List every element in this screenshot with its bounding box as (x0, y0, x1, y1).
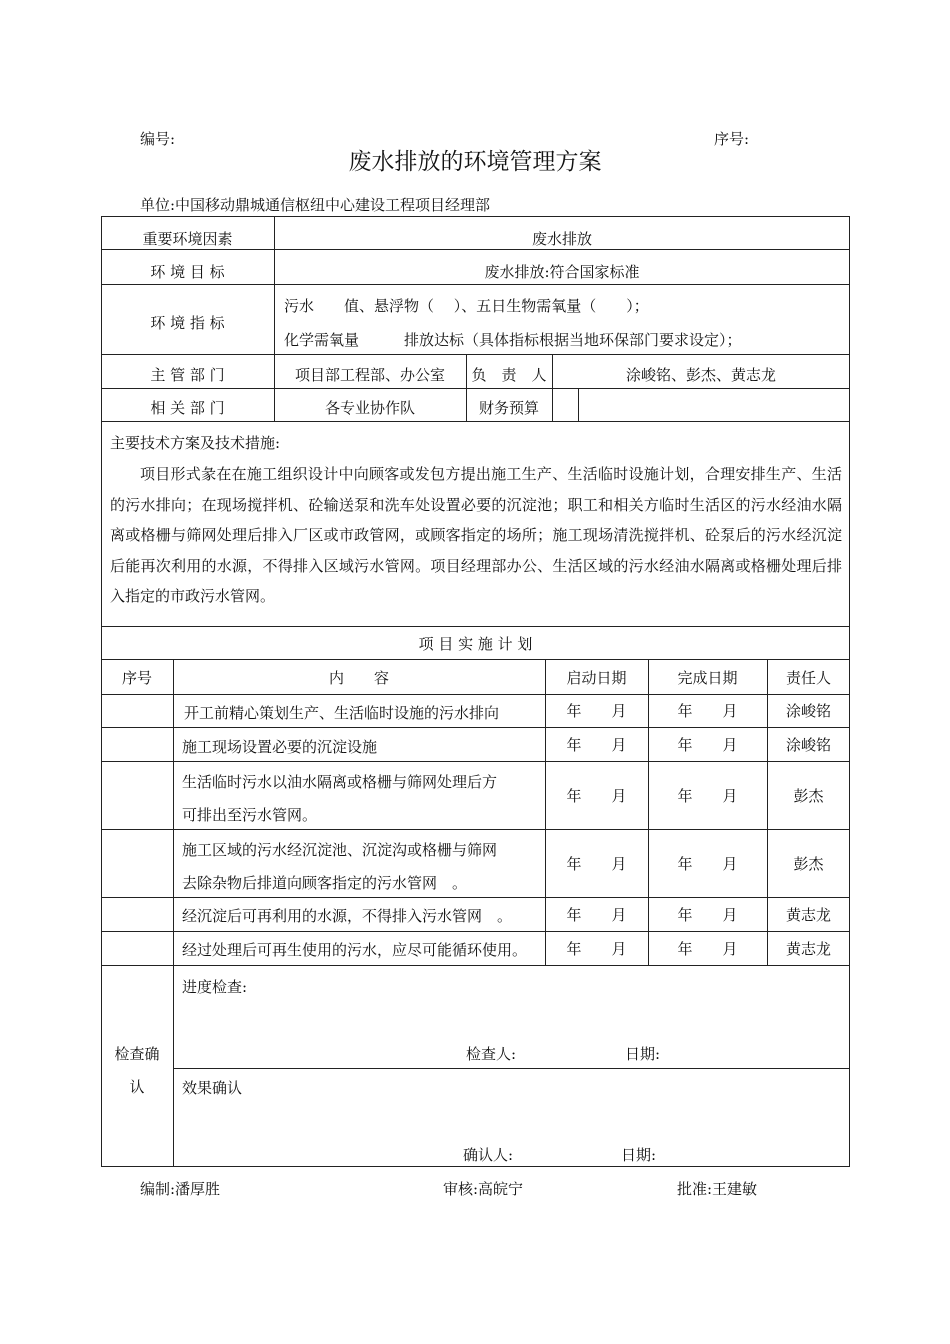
factor-label: 重要环境因素 (142, 230, 233, 248)
row-divider (101, 931, 850, 932)
row-divider (101, 284, 850, 285)
reviewer-line: 审核:高皖宁 (443, 1180, 524, 1198)
row-divider (101, 965, 850, 966)
progress-check-label: 进度检查: (182, 978, 248, 996)
row-divider (101, 421, 850, 422)
row-end-date: 年 月 (677, 736, 738, 754)
related-dept-value: 各专业协作队 (324, 399, 415, 417)
row-start-date: 年 月 (566, 736, 627, 754)
dept-label: 主 管 部 门 (150, 366, 225, 384)
row-end-date: 年 月 (677, 702, 738, 720)
dept-value: 项目部工程部、办公室 (294, 366, 445, 384)
check-divider (173, 1068, 850, 1069)
check-label-line2: 认 (129, 1078, 145, 1096)
goal-value: 废水排放:符合国家标准 (484, 263, 640, 281)
col-header-person: 责任人 (785, 669, 831, 687)
row-person: 黄志龙 (785, 906, 831, 924)
row-person: 涂峻铭 (785, 702, 831, 720)
unit-line: 单位:中国移动鼎城通信枢纽中心建设工程项目经理部 (140, 196, 491, 214)
col-divider (173, 659, 174, 1167)
row-end-date: 年 月 (677, 855, 738, 873)
row-end-date: 年 月 (677, 787, 738, 805)
serial-number-label: 编号: (140, 130, 176, 148)
page-title: 废水排放的环境管理方案 (348, 149, 602, 175)
col-header-end: 完成日期 (677, 669, 738, 687)
row-divider (101, 694, 850, 695)
approver-line: 批准:王建敏 (677, 1180, 758, 1198)
owner-label: 负 责 人 (471, 366, 547, 384)
row-content: 生活临时污水以油水隔离或格栅与筛网处理后方 (182, 773, 498, 791)
col-divider (578, 388, 579, 421)
row-divider (101, 249, 850, 250)
row-divider (101, 354, 850, 355)
measures-paragraph: 项目形式彖在在施工组织设计中向顾客或发包方提出施工生产、生活临时设施计划，合理安排生产、生活的污水排向；在现场搅拌机、砼输送泵和洗车处设置必要的沉淀池；职工和相关方临时生活区的污水经油水隔离或格栅与筛网处理后排入厂区或市政管网，或顾客指定的场所；施工现场清洗搅拌机、砼泵后的污水经沉淀后能再次利用的水源，不得排入区域污水管网。项目经理部办公、生活区域的污水经油水隔离或格栅处理后排入指定的市政污水管网。 (110, 465, 842, 605)
col-header-content: 内 容 (328, 669, 389, 687)
row-content-cont: 去除杂物后排道向顾客指定的污水管网 。 (182, 874, 468, 892)
col-header-start: 启动日期 (566, 669, 627, 687)
sequence-number-label: 序号: (714, 130, 750, 148)
row-divider (101, 761, 850, 762)
row-content: 施工区域的污水经沉淀池、沉淀沟或格栅与筛网 (182, 841, 498, 859)
row-content: 经过处理后可再生使用的污水，应尽可能循环使用。 (182, 941, 528, 959)
index-label: 环 境 指 标 (150, 314, 225, 332)
factor-value: 废水排放 (531, 230, 592, 248)
row-content: 开工前精心策划生产、生活临时设施的污水排向 (184, 704, 500, 722)
row-start-date: 年 月 (566, 787, 627, 805)
row-divider (101, 626, 850, 627)
row-person: 彭杰 (793, 855, 824, 873)
row-divider (101, 727, 850, 728)
budget-label: 财务预算 (478, 399, 539, 417)
plan-title: 项 目 实 施 计 划 (418, 635, 533, 653)
management-table (101, 216, 850, 1167)
row-end-date: 年 月 (677, 940, 738, 958)
goal-label: 环 境 目 标 (150, 263, 225, 281)
measures-heading: 主要技术方案及技术措施: (110, 434, 281, 452)
effect-confirm-label: 效果确认 (182, 1079, 243, 1097)
row-divider (101, 829, 850, 830)
row-start-date: 年 月 (566, 940, 627, 958)
confirm-date-label: 日期: (621, 1146, 657, 1164)
row-start-date: 年 月 (566, 702, 627, 720)
col-header-seq: 序号 (121, 669, 152, 687)
row-content-cont: 可排出至污水管网。 (182, 806, 318, 824)
row-content: 施工现场设置必要的沉淀设施 (182, 738, 378, 756)
index-line-2: 化学需氧量 排放达标（具体指标根据当地环保部门要求设定）； (284, 331, 742, 349)
check-label-line1: 检查确 (114, 1045, 160, 1063)
check-date-label: 日期: (625, 1045, 661, 1063)
author-line: 编制:潘厚胜 (140, 1180, 221, 1198)
row-person: 黄志龙 (785, 940, 831, 958)
confirmer-label: 确认人: (463, 1146, 514, 1164)
row-person: 彭杰 (793, 787, 824, 805)
row-divider (101, 659, 850, 660)
row-start-date: 年 月 (566, 906, 627, 924)
row-start-date: 年 月 (566, 855, 627, 873)
row-divider (101, 388, 850, 389)
row-end-date: 年 月 (677, 906, 738, 924)
checker-label: 检查人: (466, 1045, 517, 1063)
row-person: 涂峻铭 (785, 736, 831, 754)
row-divider (101, 897, 850, 898)
row-content: 经沉淀后可再利用的水源，不得排入污水管网 。 (182, 907, 513, 925)
owner-value: 涂峻铭、彭杰、黄志龙 (625, 366, 776, 384)
related-dept-label: 相 关 部 门 (150, 399, 225, 417)
index-line-1: 污水 值、悬浮物（ ）、五日生物需氧量（ ）； (284, 297, 649, 315)
